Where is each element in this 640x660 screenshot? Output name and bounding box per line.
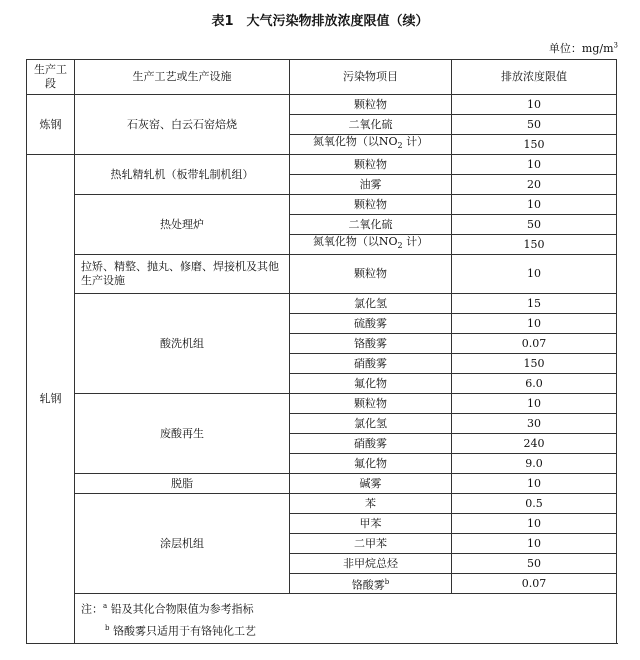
note-b-marker: b: [105, 623, 110, 632]
pollutant-cell: 氯化氢: [290, 294, 452, 314]
note-a-text: 铅及其化合物限值为参考指标: [110, 602, 254, 616]
pollutant-cell: 氟化物: [290, 374, 452, 394]
limit-cell: 0.5: [452, 494, 617, 514]
limit-cell: 150: [452, 135, 617, 155]
limit-cell: 30: [452, 414, 617, 434]
limit-cell: 10: [452, 474, 617, 494]
limit-cell: 10: [452, 95, 617, 115]
limit-cell: 10: [452, 514, 617, 534]
table-row: [27, 195, 617, 215]
pollutant-cell: 硝酸雾: [290, 354, 452, 374]
pollutant-cell: 二氧化硫: [290, 215, 452, 235]
pollutant-cell: 氯化氢: [290, 414, 452, 434]
pollutant-cell: 氟化物: [290, 454, 452, 474]
limit-cell: 15: [452, 294, 617, 314]
pollutant-cell: 颗粒物: [290, 255, 452, 294]
pollutant-cell: 硝酸雾: [290, 434, 452, 454]
pollutant-cell: 二甲苯: [290, 534, 452, 554]
limit-cell: 10: [452, 314, 617, 334]
pollutant-cell: 颗粒物: [290, 394, 452, 414]
pollutant-cell: 二氧化硫: [290, 115, 452, 135]
limit-cell: 150: [452, 235, 617, 255]
nox-subscript: 2: [397, 141, 403, 151]
table-row: [27, 155, 617, 175]
process-cell: 热轧精轧机（板带轧制机组）: [75, 155, 290, 195]
pollutant-cell: 苯: [290, 494, 452, 514]
limit-cell: 20: [452, 175, 617, 195]
pollutant-cell: 碱雾: [290, 474, 452, 494]
header-pollutant: 污染物项目: [290, 60, 452, 95]
table-title: 表1 大气污染物排放浓度限值（续）: [211, 14, 429, 29]
nox-prefix: 氮氧化物（以NO: [312, 235, 398, 249]
chromic-mist-label: 铬酸雾: [351, 578, 385, 592]
process-cell: 废酸再生: [75, 394, 290, 474]
emission-limits-table: [26, 59, 617, 644]
nox-suffix: 计）: [402, 235, 429, 249]
pollutant-cell: [290, 135, 452, 155]
limit-cell: 50: [452, 115, 617, 135]
limit-cell: 10: [452, 394, 617, 414]
header-limit: 排放浓度限值: [452, 60, 617, 95]
table-row: [27, 95, 617, 115]
header-row: [27, 60, 617, 95]
table-row: [27, 255, 617, 294]
notes-row: [27, 594, 617, 644]
limit-cell: 10: [452, 255, 617, 294]
pollutant-cell: 颗粒物: [290, 155, 452, 175]
pollutant-cell: 铬酸雾: [290, 334, 452, 354]
nox-subscript: 2: [397, 241, 403, 251]
table-row: [27, 394, 617, 414]
unit-superscript: 3: [613, 41, 618, 50]
process-cell: 脱脂: [75, 474, 290, 494]
table-row: [27, 494, 617, 514]
limit-cell: 10: [452, 534, 617, 554]
pollutant-cell: [290, 574, 452, 594]
limit-cell: 10: [452, 155, 617, 175]
stage-cell: 炼钢: [27, 95, 75, 155]
process-cell: 酸洗机组: [75, 294, 290, 394]
note-b-marker: b: [384, 577, 390, 586]
process-cell: 涂层机组: [75, 494, 290, 594]
header-stage: 生产工段: [27, 60, 75, 95]
stage-cell: 轧钢: [27, 155, 75, 644]
process-cell: 石灰窑、白云石窑焙烧: [75, 95, 290, 155]
limit-cell: 50: [452, 554, 617, 574]
pollutant-cell: 颗粒物: [290, 195, 452, 215]
limit-cell: 0.07: [452, 334, 617, 354]
note-a-marker: a: [103, 602, 108, 610]
header-process: 生产工艺或生产设施: [75, 60, 290, 95]
pollutant-cell: 非甲烷总烃: [290, 554, 452, 574]
table-row: [27, 474, 617, 494]
limit-cell: 50: [452, 215, 617, 235]
note-prefix: 注：: [81, 602, 103, 616]
nox-suffix: 计）: [402, 135, 429, 149]
process-cell: 拉矫、精整、抛丸、修磨、焊接机及其他生产设施: [75, 255, 290, 294]
pollutant-cell: 硫酸雾: [290, 314, 452, 334]
note-a: [81, 597, 610, 619]
limit-cell: 0.07: [452, 574, 617, 594]
process-cell: 热处理炉: [75, 195, 290, 255]
unit-label: [549, 40, 618, 56]
limit-cell: 9.0: [452, 454, 617, 474]
limit-cell: 240: [452, 434, 617, 454]
limit-cell: 10: [452, 195, 617, 215]
pollutant-cell: 甲苯: [290, 514, 452, 534]
limit-cell: 150: [452, 354, 617, 374]
note-b-text: 铬酸雾只适用于有铬钝化工艺: [112, 624, 256, 638]
note-b: [81, 619, 610, 641]
limit-cell: 6.0: [452, 374, 617, 394]
pollutant-cell: 颗粒物: [290, 95, 452, 115]
nox-prefix: 氮氧化物（以NO: [312, 135, 398, 149]
pollutant-cell: [290, 235, 452, 255]
pollutant-cell: 油雾: [290, 175, 452, 195]
notes-cell: [75, 594, 617, 644]
table-row: [27, 294, 617, 314]
unit-text: 单位：mg/m: [548, 42, 614, 55]
